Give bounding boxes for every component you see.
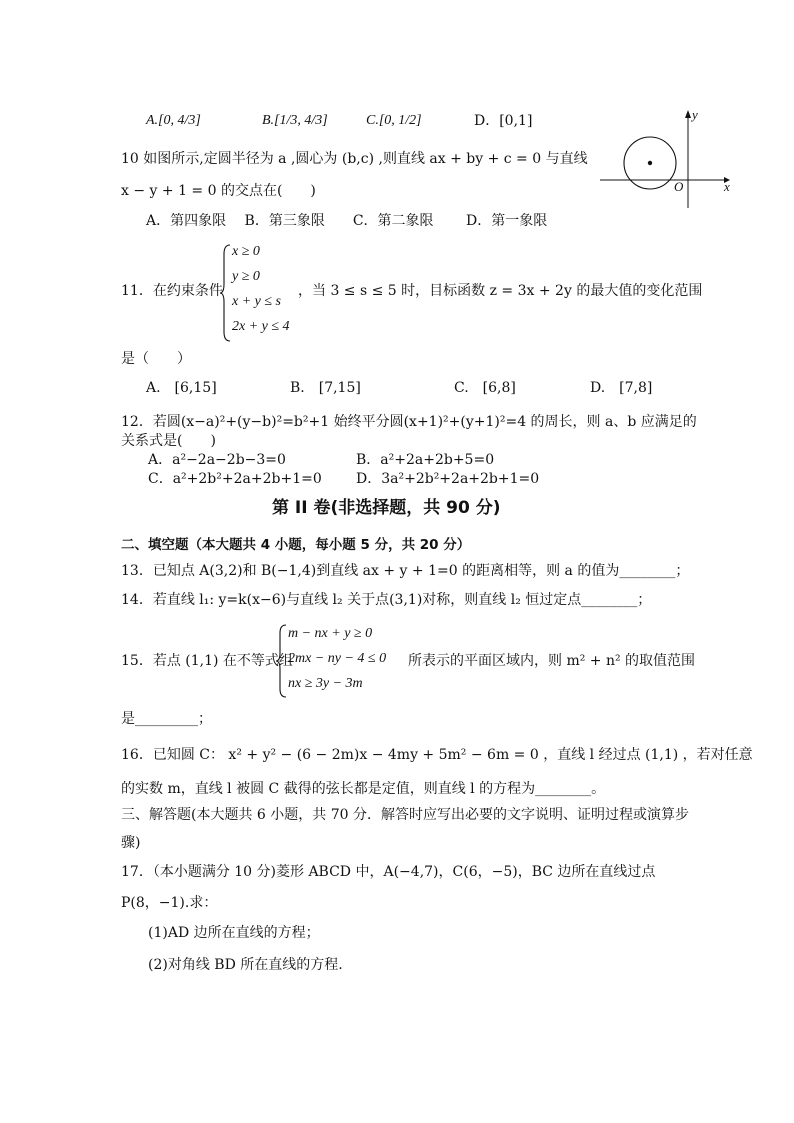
q12-option-b: B．a²+2a+2b+5=0	[356, 452, 495, 468]
solve-section-heading: 三、解答题(本大题共 6 小题，共 70 分．解答时应写出必要的文字说明、证明过程或演算步	[121, 807, 689, 823]
q9-option-c: C.[0, 1/2]	[366, 113, 422, 128]
fill-section-heading: 二、填空题（本大题共 4 小题，每小题 5 分，共 20 分）	[121, 537, 471, 553]
q11-option-c: C. [6,8]	[454, 380, 516, 396]
q13: 13．已知点 A(3,2)和 B(−1,4)到直线 ax + y + 1=0 的距离相等，则 a 的值为________；	[121, 563, 690, 579]
q17-line2: P(8，−1).求：	[121, 895, 218, 911]
q10-line2: x − y + 1 = 0 的交点在( )	[121, 183, 316, 199]
q15-line2: 是_________；	[121, 711, 212, 727]
q16-line2: 的实数 m，直线 l 被圆 C 截得的弦长都是定值，则直线 l 的方程为________。	[121, 781, 606, 797]
axis-y-label: y	[692, 107, 698, 122]
q11-line2: 是（ ）	[121, 351, 191, 367]
q11-option-b: B. [7,15]	[290, 380, 361, 396]
origin-label: O	[674, 179, 684, 194]
circle-center-dot	[648, 161, 652, 165]
q11-constraint-4: 2x + y ≤ 4	[232, 319, 290, 334]
q12-option-c: C．a²+2b²+2a+2b+1=0	[148, 471, 322, 487]
q14: 14．若直线 l₁: y=k(x−6)与直线 l₂ 关于点(3,1)对称，则直线 l₂ 恒过定点________；	[121, 592, 652, 608]
q12-option-a: A．a²−2a−2b−3=0	[148, 452, 286, 468]
part2-title: 第 II 卷(非选择题，共 90 分)	[272, 498, 501, 518]
q11-lead: 11．在约束条件	[121, 283, 223, 299]
q17-part2: (2)对角线 BD 所在直线的方程.	[148, 957, 343, 973]
q11-option-d: D. [7,8]	[590, 380, 653, 396]
q12-line2: 关系式是( )	[121, 433, 216, 449]
q15-ineq-3: nx ≥ 3y − 3m	[288, 676, 363, 691]
q16-line1: 16．已知圆 C： x² + y² − (6 − 2m)x − 4my + 5m² − 6m = 0 ，直线 l 经过点 (1,1) ，若对任意	[121, 747, 753, 763]
axis-x-label: x	[724, 179, 730, 194]
q15-brace-icon	[276, 624, 288, 698]
q17-part1: (1)AD 边所在直线的方程；	[148, 925, 320, 941]
q15-ineq-2: 2mx − ny − 4 ≤ 0	[288, 651, 387, 666]
q15-tail: 所表示的平面区域内，则 m² + n² 的取值范围	[408, 653, 696, 669]
solve-section-heading-cont: 骤)	[121, 835, 141, 851]
q9-option-d: D．[0,1]	[474, 113, 533, 129]
q11-brace-icon	[220, 244, 232, 342]
q15-lead: 15．若点 (1,1) 在不等式组	[121, 653, 293, 669]
q10-options: A．第四象限 B．第三象限 C．第二象限 D．第一象限	[146, 213, 548, 229]
q11-constraint-1: x ≥ 0	[232, 244, 260, 259]
q10-figure	[600, 108, 740, 208]
q9-option-b: B.[1/3, 4/3]	[262, 113, 328, 128]
q11-constraint-3: x + y ≤ s	[232, 294, 282, 309]
q11-constraint-2: y ≥ 0	[232, 269, 260, 284]
q17-line1: 17．（本小题满分 10 分)菱形 ABCD 中，A(−4,7)，C(6，−5)，BC 边所在直线过点	[121, 864, 656, 880]
q15-ineq-1: m − nx + y ≥ 0	[288, 626, 373, 641]
q12-line1: 12．若圆(x−a)²+(y−b)²=b²+1 始终平分圆(x+1)²+(y+1)²=4 的周长，则 a、b 应满足的	[121, 414, 697, 430]
q12-option-d: D．3a²+2b²+2a+2b+1=0	[356, 471, 540, 487]
q11-option-a: A. [6,15]	[146, 380, 217, 396]
q11-tail: ，当 3 ≤ s ≤ 5 时，目标函数 z = 3x + 2y 的最大值的变化范围	[298, 283, 703, 299]
y-axis-arrow-icon	[685, 110, 691, 118]
q10-line1: 10 如图所示,定圆半径为 a ,圆心为 (b,c) ,则直线 ax + by + c = 0 与直线	[121, 151, 588, 167]
q9-option-a: A.[0, 4/3]	[146, 113, 201, 128]
